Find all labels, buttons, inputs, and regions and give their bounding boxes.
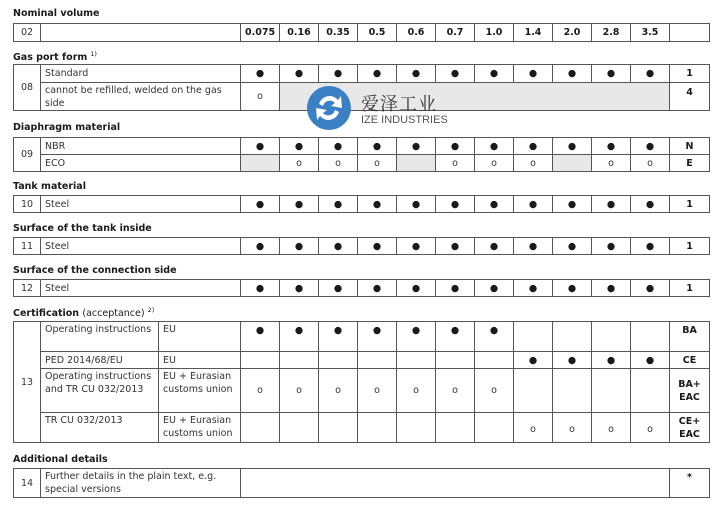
- value-cell: ●: [436, 65, 475, 83]
- value-cell: ●: [592, 238, 631, 255]
- value-cell: ●: [319, 322, 358, 352]
- value-cell: o: [592, 155, 631, 172]
- value-cell: ●: [319, 238, 358, 255]
- value-cell: o: [319, 155, 358, 172]
- value-cell: ●: [592, 65, 631, 83]
- value-cell: [553, 322, 592, 352]
- code-cell: 1: [670, 238, 710, 255]
- value-cell: ●: [631, 138, 670, 155]
- value-cell: o: [397, 369, 436, 413]
- unavailable-cell: [241, 155, 280, 172]
- value-cell: ●: [553, 65, 592, 83]
- value-cell: [280, 413, 319, 443]
- code-cell: *: [670, 469, 710, 498]
- heading-surface-connection: Surface of the connection side: [13, 265, 177, 276]
- volume-header: 1.0: [475, 24, 514, 42]
- value-cell: [631, 322, 670, 352]
- code-cell: 4: [670, 83, 710, 111]
- value-cell: ●: [280, 65, 319, 83]
- table-row: [14, 238, 710, 255]
- value-cell: ●: [514, 352, 553, 369]
- code-cell: 1: [670, 280, 710, 297]
- value-cell: ●: [319, 280, 358, 297]
- value-cell: ●: [319, 138, 358, 155]
- row-label: PED 2014/68/EU: [41, 352, 159, 369]
- table-row: [14, 138, 710, 155]
- volume-header: 0.35: [319, 24, 358, 42]
- value-cell: ●: [436, 196, 475, 213]
- volume-header: 2.8: [592, 24, 631, 42]
- value-cell: [358, 413, 397, 443]
- value-cell: o: [475, 369, 514, 413]
- value-cell: o: [514, 413, 553, 443]
- value-cell: ●: [397, 238, 436, 255]
- table-row: [14, 65, 710, 83]
- value-cell: ●: [514, 238, 553, 255]
- value-cell: [241, 352, 280, 369]
- value-cell: [475, 352, 514, 369]
- unavailable-cell: [280, 83, 670, 111]
- value-cell: ●: [280, 280, 319, 297]
- table-diaphragm-material: [13, 137, 710, 172]
- value-cell: ●: [475, 138, 514, 155]
- code-cell: 1: [670, 65, 710, 83]
- value-cell: o: [241, 369, 280, 413]
- value-cell: ●: [280, 322, 319, 352]
- value-cell: [319, 352, 358, 369]
- value-cell: ●: [514, 138, 553, 155]
- value-cell: ●: [631, 196, 670, 213]
- table-row: [14, 155, 710, 172]
- value-cell: ●: [358, 238, 397, 255]
- table-row: [14, 83, 710, 111]
- value-cell: ●: [553, 238, 592, 255]
- value-cell: [280, 352, 319, 369]
- table-row: [14, 352, 710, 369]
- table-row: [14, 280, 710, 297]
- code-cell: CE+ EAC: [670, 413, 710, 443]
- table-surface-inside: [13, 237, 710, 255]
- code-cell: [670, 24, 710, 42]
- table-row: [14, 196, 710, 213]
- value-cell: ●: [280, 138, 319, 155]
- value-cell: [514, 369, 553, 413]
- footnote-marker: 2): [147, 306, 155, 314]
- value-cell: ●: [475, 322, 514, 352]
- value-cell: ●: [280, 196, 319, 213]
- volume-header: 0.7: [436, 24, 475, 42]
- table-row: [14, 469, 710, 498]
- value-cell: ●: [397, 280, 436, 297]
- heading-diaphragm-material: Diaphragm material: [13, 122, 121, 133]
- value-cell: o: [514, 155, 553, 172]
- value-cell: ●: [241, 238, 280, 255]
- value-cell: ●: [319, 65, 358, 83]
- volume-header: 1.4: [514, 24, 553, 42]
- row-label: Standard: [41, 65, 241, 83]
- value-cell: ●: [514, 196, 553, 213]
- value-cell: ●: [631, 352, 670, 369]
- value-cell: ●: [592, 280, 631, 297]
- value-cell: ●: [592, 352, 631, 369]
- row-id: 02: [14, 24, 41, 42]
- value-cell: o: [241, 83, 280, 111]
- value-cell: o: [319, 369, 358, 413]
- footnote-marker: 1): [90, 50, 97, 58]
- value-cell: ●: [241, 138, 280, 155]
- value-cell: ●: [241, 322, 280, 352]
- value-cell: [592, 322, 631, 352]
- value-cell: ●: [475, 196, 514, 213]
- row-id: 13: [14, 322, 41, 443]
- heading-gas-port-form: [13, 50, 97, 63]
- heading-text: Gas port form: [13, 52, 88, 63]
- unavailable-cell: [553, 155, 592, 172]
- table-row: [14, 413, 710, 443]
- value-cell: ●: [553, 280, 592, 297]
- value-cell: ●: [592, 138, 631, 155]
- value-cell: o: [592, 413, 631, 443]
- table-certification: [13, 321, 710, 443]
- value-cell: ●: [436, 322, 475, 352]
- value-cell: ●: [358, 322, 397, 352]
- row-region: EU: [159, 352, 241, 369]
- value-cell: o: [553, 413, 592, 443]
- volume-header: 0.16: [280, 24, 319, 42]
- volume-header: 0.6: [397, 24, 436, 42]
- table-additional-details: [13, 468, 710, 498]
- code-cell: BA+ EAC: [670, 369, 710, 413]
- value-cell: o: [436, 155, 475, 172]
- code-cell: N: [670, 138, 710, 155]
- value-cell: ●: [631, 65, 670, 83]
- value-cell: ●: [514, 65, 553, 83]
- row-label: Steel: [41, 280, 241, 297]
- code-cell: 1: [670, 196, 710, 213]
- value-cell: [475, 413, 514, 443]
- row-label: Operating instructions and TR CU 032/2013: [41, 369, 159, 413]
- value-cell: ●: [358, 196, 397, 213]
- value-cell: ●: [319, 196, 358, 213]
- volume-header: 0.075: [241, 24, 280, 42]
- value-cell: ●: [397, 322, 436, 352]
- value-cell: [592, 369, 631, 413]
- value-cell: [319, 413, 358, 443]
- row-id: 08: [14, 65, 41, 111]
- value-cell: ●: [397, 196, 436, 213]
- value-cell: ●: [436, 138, 475, 155]
- value-cell: o: [358, 369, 397, 413]
- value-cell: o: [280, 369, 319, 413]
- code-cell: E: [670, 155, 710, 172]
- table-nominal-volume: [13, 23, 710, 42]
- row-id: 09: [14, 138, 41, 172]
- watermark-english-text: IZE INDUSTRIES: [361, 114, 448, 126]
- value-cell: o: [475, 155, 514, 172]
- value-cell: o: [358, 155, 397, 172]
- value-cell: [358, 352, 397, 369]
- heading-surface-inside: Surface of the tank inside: [13, 223, 152, 234]
- heading-nominal-volume: Nominal volume: [13, 8, 100, 19]
- value-cell: ●: [397, 138, 436, 155]
- value-cell: ●: [358, 280, 397, 297]
- value-cell: [397, 413, 436, 443]
- row-id: 11: [14, 238, 41, 255]
- value-cell: ●: [553, 196, 592, 213]
- table-row: [14, 369, 710, 413]
- value-cell: ●: [475, 280, 514, 297]
- volume-header: 3.5: [631, 24, 670, 42]
- value-cell: ●: [358, 138, 397, 155]
- value-cell: ●: [631, 238, 670, 255]
- value-cell: [436, 413, 475, 443]
- value-cell: ●: [631, 280, 670, 297]
- row-region: EU + Eurasian customs union: [159, 369, 241, 413]
- row-region: EU: [159, 322, 241, 352]
- value-cell: o: [280, 155, 319, 172]
- unavailable-cell: [397, 155, 436, 172]
- row-id: 12: [14, 280, 41, 297]
- watermark-chinese-text: 爱泽工业: [361, 94, 437, 115]
- value-cell: ●: [241, 280, 280, 297]
- value-cell: ●: [592, 196, 631, 213]
- value-cell: ●: [475, 238, 514, 255]
- value-cell: ●: [358, 65, 397, 83]
- value-cell: ●: [553, 138, 592, 155]
- value-cell: [397, 352, 436, 369]
- value-cell: o: [631, 155, 670, 172]
- value-cell: ●: [280, 238, 319, 255]
- value-cell: [631, 369, 670, 413]
- volume-header: 0.5: [358, 24, 397, 42]
- row-label: TR CU 032/2013: [41, 413, 159, 443]
- table-surface-connection: [13, 279, 710, 297]
- code-cell: BA: [670, 322, 710, 352]
- value-cell: ●: [475, 65, 514, 83]
- row-label: Steel: [41, 196, 241, 213]
- row-label: Steel: [41, 238, 241, 255]
- row-id: 10: [14, 196, 41, 213]
- value-cell: ●: [553, 352, 592, 369]
- value-cell: ●: [241, 196, 280, 213]
- value-cell: o: [631, 413, 670, 443]
- row-label: [41, 24, 241, 42]
- row-label: cannot be refilled, welded on the gas side: [41, 83, 241, 111]
- heading-additional-details: Additional details: [13, 454, 108, 465]
- value-cell: [553, 369, 592, 413]
- heading-tank-material: Tank material: [13, 181, 86, 192]
- value-cell: [241, 413, 280, 443]
- value-cell: ●: [436, 238, 475, 255]
- value-cell: ●: [397, 65, 436, 83]
- row-id: 14: [14, 469, 41, 498]
- table-row: [14, 322, 710, 352]
- value-cell: [514, 322, 553, 352]
- details-cell: [241, 469, 670, 498]
- table-tank-material: [13, 195, 710, 213]
- row-region: EU + Eurasian customs union: [159, 413, 241, 443]
- value-cell: ●: [241, 65, 280, 83]
- value-cell: o: [436, 369, 475, 413]
- heading-text: Certification: [13, 308, 80, 319]
- code-cell: CE: [670, 352, 710, 369]
- row-label: Further details in the plain text, e.g. special versions: [41, 469, 241, 498]
- heading-subtitle: (acceptance): [82, 308, 145, 319]
- row-label: Operating instructions: [41, 322, 159, 352]
- value-cell: ●: [514, 280, 553, 297]
- table-gas-port-form: [13, 64, 710, 111]
- value-cell: ●: [436, 280, 475, 297]
- value-cell: [436, 352, 475, 369]
- heading-certification: [13, 306, 154, 319]
- row-label: NBR: [41, 138, 241, 155]
- row-label: ECO: [41, 155, 241, 172]
- volume-header: 2.0: [553, 24, 592, 42]
- table-row: [14, 24, 710, 42]
